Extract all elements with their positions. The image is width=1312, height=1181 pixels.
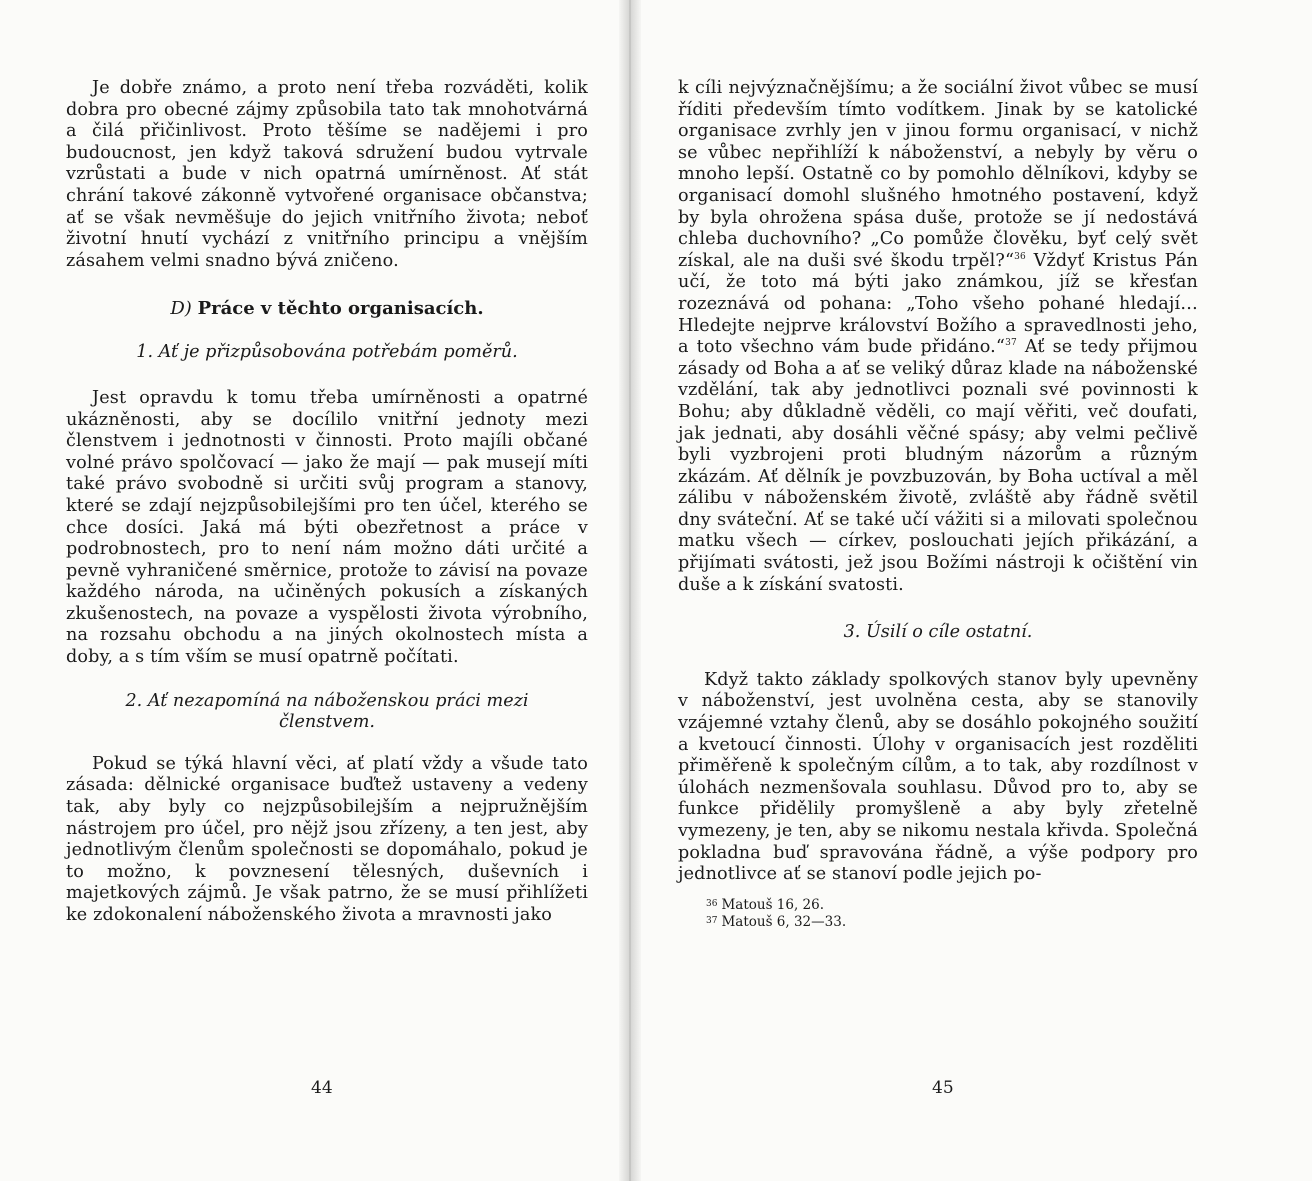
book-gutter (619, 0, 641, 1181)
subheading-2-line-1: 2. Ať nezapomíná na náboženskou práci mezi (125, 690, 529, 711)
footnote-number: 37 (706, 915, 718, 926)
footnotes (678, 896, 1198, 930)
right-page (668, 0, 1208, 1181)
page-number-left: 44 (311, 1078, 333, 1098)
left-paragraph-3: Pokud se týká hlavní věci, ať platí vždy a všude tato zásada: dělnické organisace buďtež ustaveny a vedeny tak, aby byly co nejzpůsobilejším a nejpružnějším nástrojem pro účel, pro nějž jsou zřízeny, a ten jest, aby jednotlivým členům společnosti se dopomáhalo, pokud je to možno, k povznesení tělesných, duševních i majetkových zájmů. Je však patrno, že se musí přihlížeti ke zdokonalení náboženského života a mravnosti jako (66, 753, 588, 925)
right-paragraph-1-part-c: Ať se tedy přijmou zásady od Boha a ať se veliký důraz klade na náboženské vzdělání, tak aby jednotlivci poznali své povinnosti k Bohu; aby důkladně věděli, co mají věřiti, več doufati, jak jednati, aby dosáhli věčné spásy; aby velmi pečlivě byli vyzbrojeni proti bludným názorům a různým zkázám. Ať dělník je povzbuzován, by Boha uctíval a měl zálibu v náboženském životě, zvláště aby řádně světil dny sváteční. Ať se také učí vážiti si a milovati společnou matku všech — církev, poslouchati jejích přikázání, a přijímati svátosti, jež jsou Božími nástroji k očištění vin duše a k získání svatosti. (678, 337, 1198, 595)
footnote-text: Matouš 6, 32—33. (721, 913, 847, 930)
section-heading-d (66, 298, 588, 320)
footnote-ref-36: 36 (1014, 251, 1026, 262)
right-page-content (678, 78, 1198, 930)
subheading-1: 1. Ať je přizpůsobována potřebám poměrů. (136, 342, 518, 363)
footnote-36 (678, 896, 1198, 913)
footnote-text: Matouš 16, 26. (721, 896, 825, 913)
left-page-content (66, 78, 588, 927)
right-paragraph-1-part-a: k cíli nejvýznačnějšímu; a že sociální život vůbec se musí říditi především tímto vodítkem. Jinak by se katolické organisace zvrhly jen v jinou formu organisací, v nichž se vůbec nepřihlíží k náboženství, a nebyly by věru o mnoho lepší. Ostatně co by pomohlo dělníkovi, kdyby se organisací domohl slušného hmotného postavení, když by byla ohrožena spása duše, protože se jí nedostává chleba duchovního? „Co pomůže člověku, byť celý svět získal, ale na duši své škodu trpěl?“ (678, 78, 1198, 271)
subheading-3: 3. Úsilí o cíle ostatní. (843, 622, 1033, 643)
left-paragraph-1: Je dobře známo, a proto není třeba rozváděti, kolik dobra pro obecné zájmy způsobila tato tak mnohotvárná a čilá přičinlivost. Proto těšíme se nadějemi i pro budoucnost, jen když taková sdružení budou vytrvale vzrůstati a bude v nich opatrná umírněnost. Ať stát chrání takové zákonně vytvořené organisace občanstva; ať se však nevměšuje do jejich vnitřního života; neboť životní hnutí vychází z vnitřního principu a vnějším zásahem velmi snadno bývá zničeno. (66, 78, 588, 271)
footnote-number: 36 (706, 898, 718, 909)
left-page (60, 0, 600, 1181)
page-number-right: 45 (932, 1078, 954, 1098)
right-paragraph-2: Když takto základy spolkových stanov byly upevněny v náboženství, jest uvolněna cesta, aby se stanovily vzájemné vztahy členů, aby se dosáhlo pokojného soužití a kvetoucí činnosti. Úlohy v organisacích jest rozděliti přiměřeně k společným cílům, a to tak, aby rozdílnost v úlohách nezmenšovala souhlasu. Důvod pro to, aby se funkce přidělily promyšleně a aby byly zřetelně vymezeny, je ten, aby se nikomu nestala křivda. Společná pokladna buď spravována řádně, a výše podpory pro jednotlivce ať se stanoví podle jejich po- (678, 669, 1199, 885)
footnote-37 (678, 913, 1198, 930)
footnote-ref-37: 37 (1005, 338, 1017, 349)
right-paragraph-1 (678, 78, 1198, 596)
section-letter: D) (170, 298, 192, 320)
right-paragraph-1-part-b: Vždyť Kristus Pán učí, že toto má býti jako známkou, jíž se křesťan rozeznává od pohana: „Toho všeho pohané hledají… Hledejte nejprve království Božího a spravedlnosti jeho, a toto všechno vám bude přidáno.“ (678, 250, 1198, 358)
section-title: Práce v těchto organisacích. (197, 298, 484, 320)
left-paragraph-2: Jest opravdu k tomu třeba umírněnosti a opatrné ukázněnosti, aby se docílilo vnitřní jednoty mezi členstvem i jednotnosti v činnosti. Proto majíli občané volné právo spolčovací — jako že mají — pak musejí míti také právo svobodně si určiti svůj program a stanovy, které se zdají nejzpůsobilejšími pro ten účel, kterého se chce dosíci. Jaká má býti obezřetnost a práce v podrobnostech, pro to není nám možno dáti určité a pevně vyhraničené směrnice, protože to závisí na povaze každého národa, na učiněných pokusích a získaných zkušenostech, na povaze a vyspělosti života výrobního, na rozsahu obchodu a na jiných okolnostech místa a doby, a s tím vším se musí opatrně počítati. (66, 387, 588, 668)
subheading-2-line-2: členstvem. (279, 712, 375, 733)
